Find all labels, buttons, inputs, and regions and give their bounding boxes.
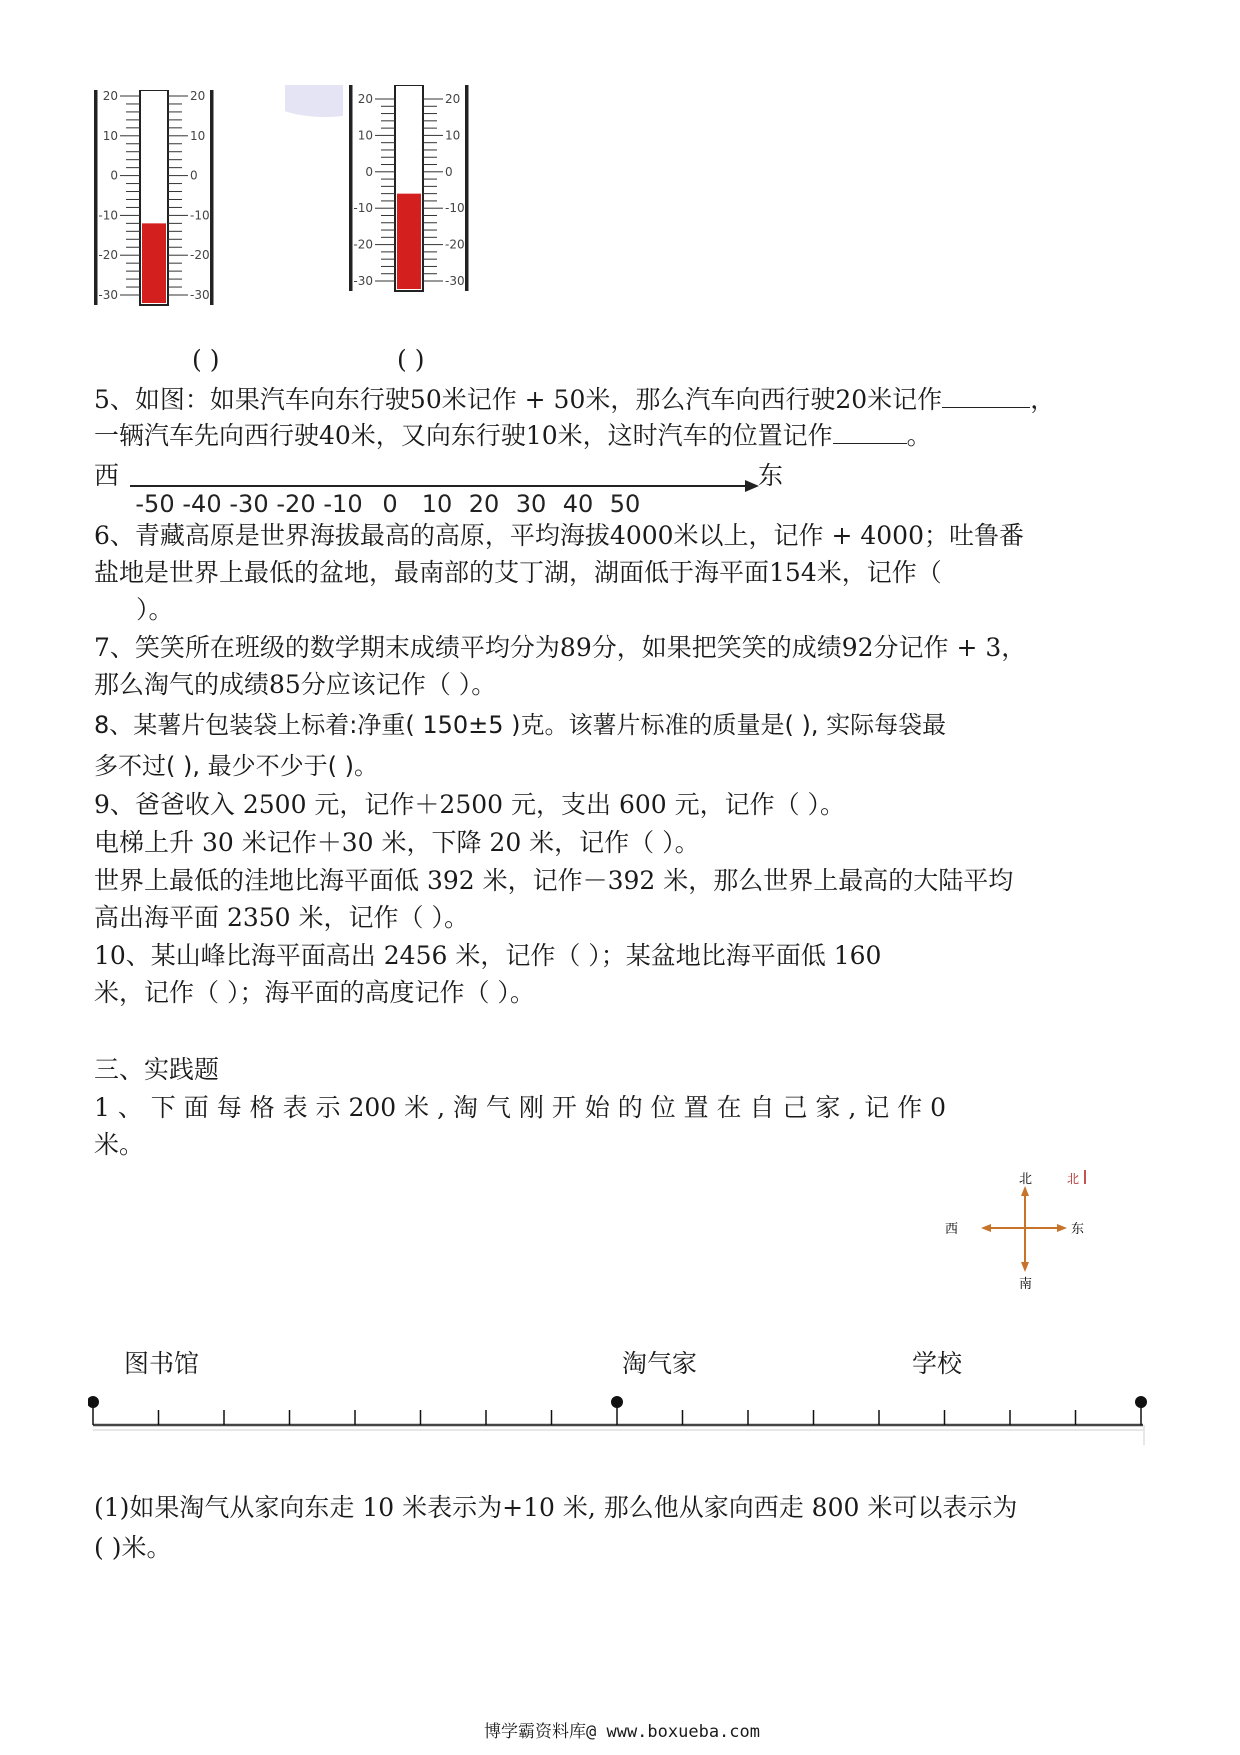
q5-line-1: 5、如图：如果汽车向东行驶50米记作 + 50米，那么汽车向西行驶20米记作 ， xyxy=(94,385,1056,414)
compass-south-label: 南 xyxy=(1019,1277,1033,1292)
q9-line-3: 世界上最低的洼地比海平面低 392 米，记作－392 米，那么世界上最高的大陆平均 xyxy=(94,866,1014,895)
thermometer-answer-2: ( ) xyxy=(397,345,425,374)
number-line-tick-label: 10 xyxy=(421,490,453,518)
thermometer-scale-right-label: -30 xyxy=(190,288,210,302)
q7-line-2: 那么淘气的成绩85分应该记作（ ）。 xyxy=(94,670,497,699)
number-line-west-label: 西 xyxy=(94,461,120,490)
section-3-title: 三、实践题 xyxy=(94,1055,220,1084)
number-line-tick-label: -10 xyxy=(323,490,363,518)
number-line-tick-label: 40 xyxy=(562,490,594,518)
q9-line-1: 9、爸爸收入 2500 元，记作＋2500 元，支出 600 元，记作（ ）。 xyxy=(94,790,846,819)
sub-question-1-line-2: ( )米。 xyxy=(94,1533,172,1562)
thermometer-scale-left-label: 0 xyxy=(365,164,373,179)
location-number-line xyxy=(88,1380,1158,1450)
thermometer-scale-right-label: 0 xyxy=(445,164,453,179)
thermometer-scale-left-label: 0 xyxy=(110,168,118,183)
thermometer-frame-right xyxy=(465,85,469,291)
thermometer-scale-right-label: -20 xyxy=(445,237,465,252)
thermometer-scale-right-label: -30 xyxy=(445,274,465,288)
thermometer-scale-left-label: 20 xyxy=(102,90,118,103)
q5-answer-blank-1 xyxy=(942,385,1030,408)
q8-line-1: 8、某薯片包装袋上标着:净重( 150±5 )克。该薯片标准的质量是( ), 实际每袋最 xyxy=(94,711,947,739)
thermometer-scale-left-label: -20 xyxy=(353,237,373,252)
thermometer-frame-left xyxy=(94,90,98,305)
number-line-tick-label: 50 xyxy=(609,490,641,518)
thermometer-figure-1 xyxy=(88,90,258,340)
q9-line-4: 高出海平面 2350 米，记作（ ）。 xyxy=(94,903,469,932)
thermometer-scale-left-label: 10 xyxy=(357,128,373,143)
thermometer-scale-right-label: -20 xyxy=(190,248,210,263)
q5-answer-blank-2 xyxy=(833,421,907,444)
thermometer-scale-left-label: -30 xyxy=(353,274,373,288)
thermometer-scale-left-label: 10 xyxy=(102,128,118,143)
thermometer-scale-right-label: -10 xyxy=(190,208,210,223)
number-line-tick-label: -50 xyxy=(135,490,175,518)
q8-line-2: 多不过( ), 最少不少于( )。 xyxy=(94,752,378,780)
thermometer-scale-left-label: 20 xyxy=(357,92,373,106)
q6-line-3: ）。 xyxy=(136,595,174,624)
sub-question-1-line-1: (1)如果淘气从家向东走 10 米表示为+10 米, 那么他从家向西走 800 米可以表示为 xyxy=(94,1493,1018,1522)
q6-line-2: 盐地是世界上最低的盆地，最南部的艾丁湖，湖面低于海平面154米，记作（ xyxy=(94,558,942,587)
q5-line-2: 一辆汽车先向西行驶40米，又向东行驶10米，这时汽车的位置记作 。 xyxy=(94,421,932,450)
q7-line-1: 7、笑笑所在班级的数学期末成绩平均分为89分，如果把笑笑的成绩92分记作 + 3， xyxy=(94,633,1027,662)
q6-line-1: 6、青藏高原是世界海拔最高的高原，平均海拔4000米以上，记作 + 4000；吐鲁番 xyxy=(94,521,1024,550)
compass-west-label: 西 xyxy=(945,1222,959,1237)
map-label-home: 淘气家 xyxy=(622,1349,698,1378)
compass-rose xyxy=(945,1170,1105,1300)
thermometer-frame-right xyxy=(210,90,214,305)
footer-watermark: 博学霸资料库@ www.boxueba.com xyxy=(484,1722,760,1742)
section-3-q1-line-2: 米。 xyxy=(94,1130,145,1159)
number-line-tick-label: 20 xyxy=(468,490,500,518)
map-label-school: 学校 xyxy=(912,1349,963,1378)
number-line-tick-label: 0 xyxy=(382,490,398,518)
compass-east-label: 东 xyxy=(1071,1222,1085,1237)
thermometer-scale-left-label: -20 xyxy=(98,248,118,263)
thermometer-scale-left-label: -10 xyxy=(98,208,118,223)
thermometer-scale-right-label: 20 xyxy=(190,90,206,103)
q10-line-2: 米，记作（ ）；海平面的高度记作（ ）。 xyxy=(94,978,535,1007)
number-line-tick-label: -40 xyxy=(182,490,222,518)
q9-line-2: 电梯上升 30 米记作＋30 米，下降 20 米，记作（ ）。 xyxy=(94,828,700,857)
north-mark-label: 北 xyxy=(1067,1172,1080,1186)
thermometer-figure-2 xyxy=(285,85,525,340)
thermometer-scale-left-label: -10 xyxy=(353,201,373,216)
mercury-column xyxy=(397,194,421,289)
number-line-tick-label: -20 xyxy=(276,490,316,518)
number-line-tick-label: -30 xyxy=(229,490,269,518)
thermometer-frame-left xyxy=(349,85,353,291)
thermometer-answer-1: ( ) xyxy=(192,345,220,374)
number-line-tick-label: 30 xyxy=(515,490,547,518)
thermometer-scale-right-label: 10 xyxy=(445,128,461,143)
east-arrow-icon xyxy=(1057,1224,1067,1232)
number-line-east-label: 东 xyxy=(758,461,784,490)
q10-line-1: 10、某山峰比海平面高出 2456 米，记作（ ）；某盆地比海平面低 160 xyxy=(94,941,882,970)
mercury-column xyxy=(142,223,166,303)
section-3-q1-line-1: 1 、 下 面 每 格 表 示 200 米 , 淘 气 刚 开 始 的 位 置 在 自 己 家 , 记 作 0 xyxy=(94,1093,947,1122)
thermometer-scale-right-label: 0 xyxy=(190,168,198,183)
thermometer-scale-right-label: 10 xyxy=(190,128,206,143)
north-arrow-icon xyxy=(1021,1186,1029,1196)
map-label-library: 图书馆 xyxy=(124,1349,200,1378)
west-arrow-icon xyxy=(981,1224,991,1232)
thermometer-scale-right-label: 20 xyxy=(445,92,461,106)
thermometer-scale-right-label: -10 xyxy=(445,201,465,216)
thermometer-scale-left-label: -30 xyxy=(98,288,118,302)
south-arrow-icon xyxy=(1021,1262,1029,1272)
compass-north-label: 北 xyxy=(1019,1172,1033,1187)
